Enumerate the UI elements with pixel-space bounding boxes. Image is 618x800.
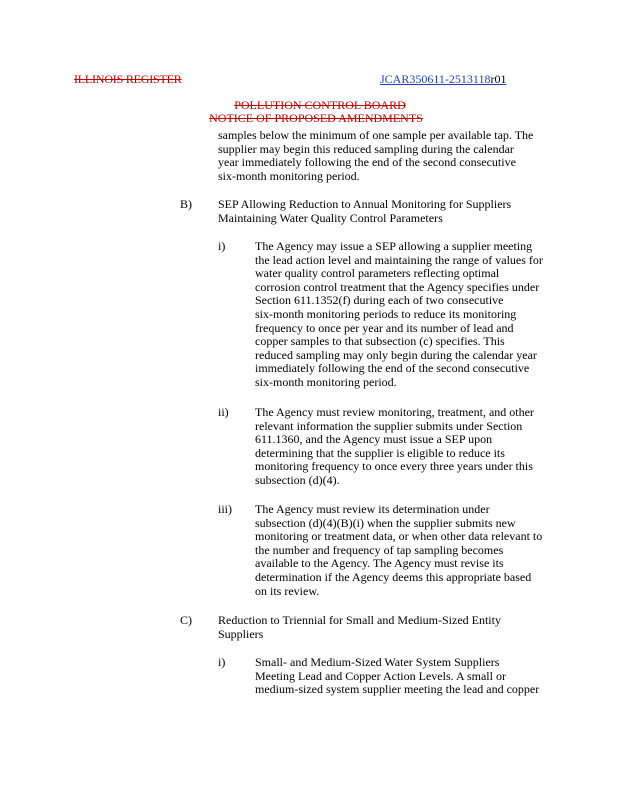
item-c-i-text: Small- and Medium-Sized Water System Suppliers Meeting Lead and Copper Action Levels. A small or medium-sized system supplier meeting the lead and copper: [255, 655, 540, 697]
section-c-label: C): [180, 613, 192, 627]
item-b-i-label: i): [218, 239, 226, 253]
item-c-i-label: i): [218, 655, 226, 669]
section-b-label: B): [180, 197, 192, 211]
notice-title: NOTICE OF PROPOSED AMENDMENTS: [209, 111, 423, 125]
document-id-code: JCAR350611-2513118: [380, 72, 491, 86]
register-header: ILLINOIS REGISTER: [74, 72, 182, 86]
item-b-i-text: The Agency may issue a SEP allowing a supplier meeting the lead action level and maintaining the range of values for water quality control parameters reflecting optimal corrosion control treatment that the Agency specifies under Section 611.1352(f) during each of two consecutive six-month monitoring periods to reduce its monitoring frequency to once per year and its number of lead and copper samples to that subsection (c) specifies. This reduced sampling may only begin during the calendar year immediately following the end of the second consecutive six-month monitoring period.: [255, 239, 543, 389]
item-b-ii-text: The Agency must review monitoring, treatment, and other relevant information the supplier submits under Section 611.1360, and the Agency must issue a SEP upon determining that the supplier is eligible to reduce its monitoring frequency to once every three years under this subsection (d)(4).: [255, 405, 534, 487]
document-id-suffix: r01: [490, 72, 507, 86]
item-b-iii-text: The Agency must review its determination under subsection (d)(4)(B)(i) when the supplier submits new monitoring or treatment data, or when other data relevant to the number and frequency of tap sampling becomes available to the Agency. The Agency must revise its determination if the Agency deems this appropriate based on its review.: [255, 502, 543, 598]
section-b-title: SEP Allowing Reduction to Annual Monitoring for Suppliers Maintaining Water Quality Control Parameters: [218, 197, 512, 225]
section-c-title: Reduction to Triennial for Small and Medium-Sized Entity Suppliers: [218, 613, 501, 641]
item-b-iii-label: iii): [218, 502, 232, 516]
continuation-paragraph: samples below the minimum of one sample per available tap. The supplier may begin this reduced sampling during the calendar year immediately following the end of the second consecutive six-month monitoring period.: [218, 128, 534, 183]
document-id: [380, 72, 506, 87]
board-name: POLLUTION CONTROL BOARD: [234, 98, 406, 112]
item-b-ii-label: ii): [218, 405, 229, 419]
